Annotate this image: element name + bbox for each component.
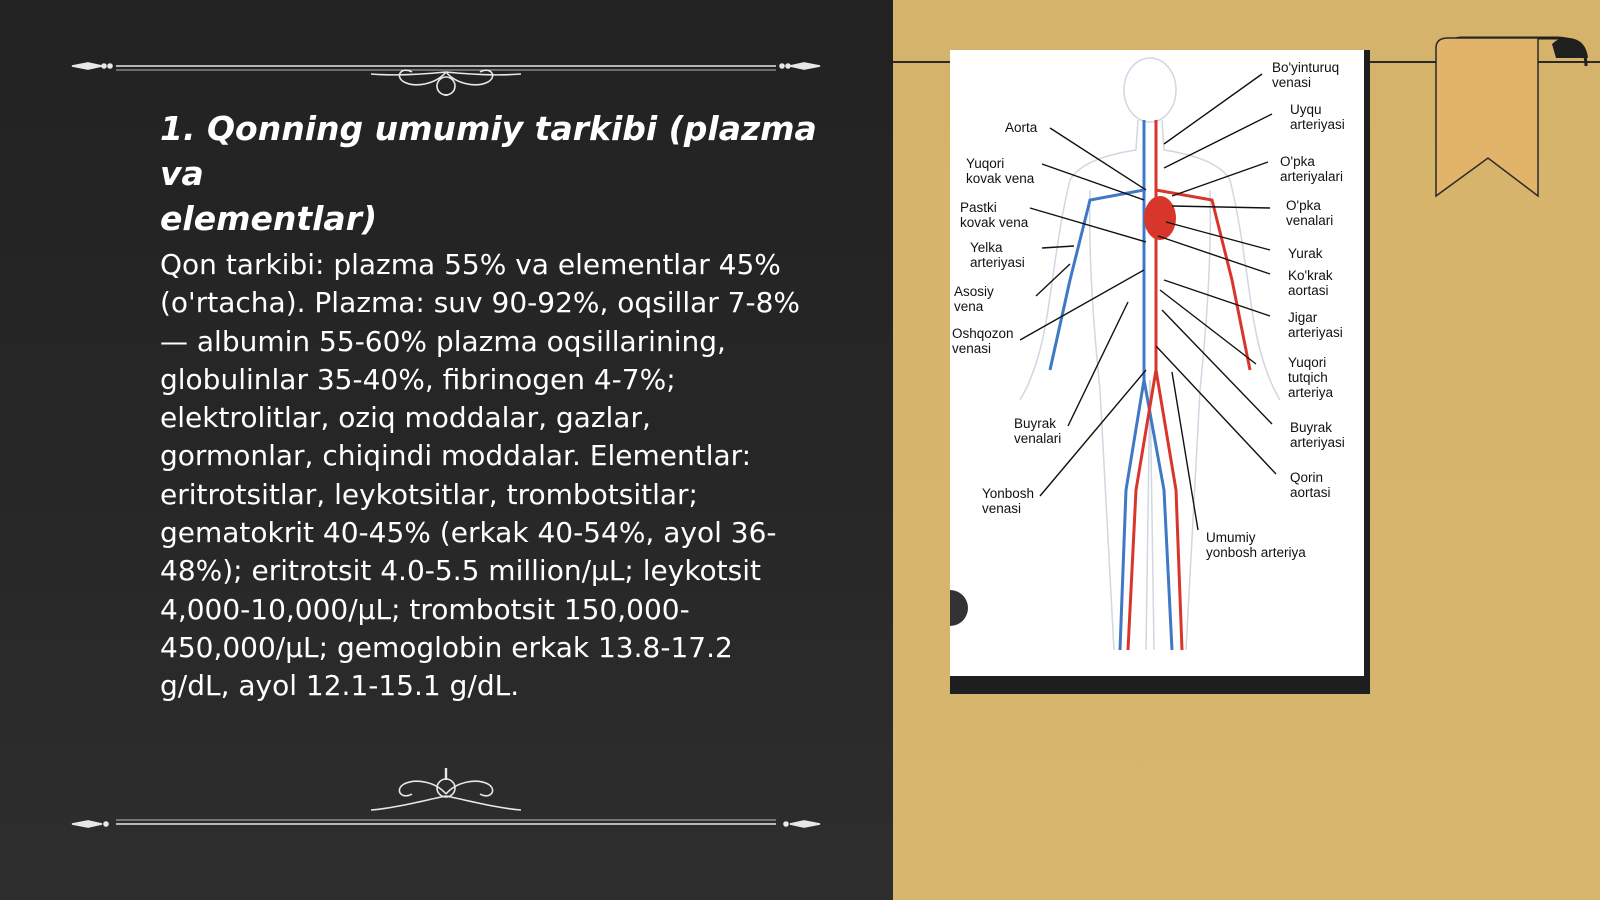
circulatory-system-figure xyxy=(950,50,1370,694)
label-thoracic-aorta: Ko'krak aortasi xyxy=(1288,268,1333,298)
play-control-icon xyxy=(950,590,968,626)
label-gastric-vein: Oshqozon venasi xyxy=(952,326,1014,356)
label-abdominal-aorta: Qorin aortasi xyxy=(1290,470,1331,500)
label-carotid-artery: Uyqu arteriyasi xyxy=(1290,102,1345,132)
label-heart: Yurak xyxy=(1288,246,1323,261)
flourish-ornament-bottom xyxy=(66,768,826,828)
label-renal-veins: Buyrak venalari xyxy=(1014,416,1062,446)
label-common-iliac-artery: Umumiy yonbosh arteriya xyxy=(1206,530,1306,560)
label-superior-vena-cava: Yuqori kovak vena xyxy=(966,156,1035,186)
label-brachial-artery: Yelka arteriyasi xyxy=(970,240,1025,270)
label-superior-mesenteric-artery: Yuqori tutqich arteriya xyxy=(1288,355,1334,400)
bookmark-ribbon-icon xyxy=(1432,36,1592,200)
label-pulmonary-veins: O'pka venalari xyxy=(1286,198,1334,228)
flourish-ornament-top xyxy=(66,36,826,96)
label-iliac-vein: Yonbosh venasi xyxy=(982,486,1035,516)
label-basilic-vein: Asosiy vena xyxy=(954,284,994,314)
label-aorta: Aorta xyxy=(1005,120,1038,135)
label-renal-artery: Buyrak arteriyasi xyxy=(1290,420,1345,450)
label-hepatic-artery: Jigar arteriyasi xyxy=(1288,310,1343,340)
label-pulmonary-arteries: O'pka arteriyalari xyxy=(1280,154,1344,184)
label-jugular-vein: Bo'yinturuq venasi xyxy=(1272,60,1340,90)
figure-image-area xyxy=(950,50,1364,676)
slide-title: 1. Qonning umumiy tarkibi (plazma va elementlar) xyxy=(160,109,817,238)
label-inferior-vena-cava: Pastki kovak vena xyxy=(960,200,1029,230)
slide-body-text: Qon tarkibi: plazma 55% va elementlar 45% (o'rtacha). Plazma: suv 90-92%, oqsillar 7-8% — albumin 55-60% plazma oqsillarining, globulinlar 35-40%, fibrinogen 4-7%; elektrolitlar, oziq moddalar, gazlar, gormonlar, chiqindi moddalar. Elementlar: eritrotsitlar, leykotsitlar, trombotsitlar; gematokrit 40-45% (erkak 40-54%, ayol 36- 48%); eritrotsit 4.0-5.5 million/µL; leykotsit 4,000-10,000/µL; trombotsit 150,000- 450,000/µL; gemoglobin erkak 13.8-17.2 g/dL, ayol 12.1-15.1 g/dL. xyxy=(160,248,801,703)
